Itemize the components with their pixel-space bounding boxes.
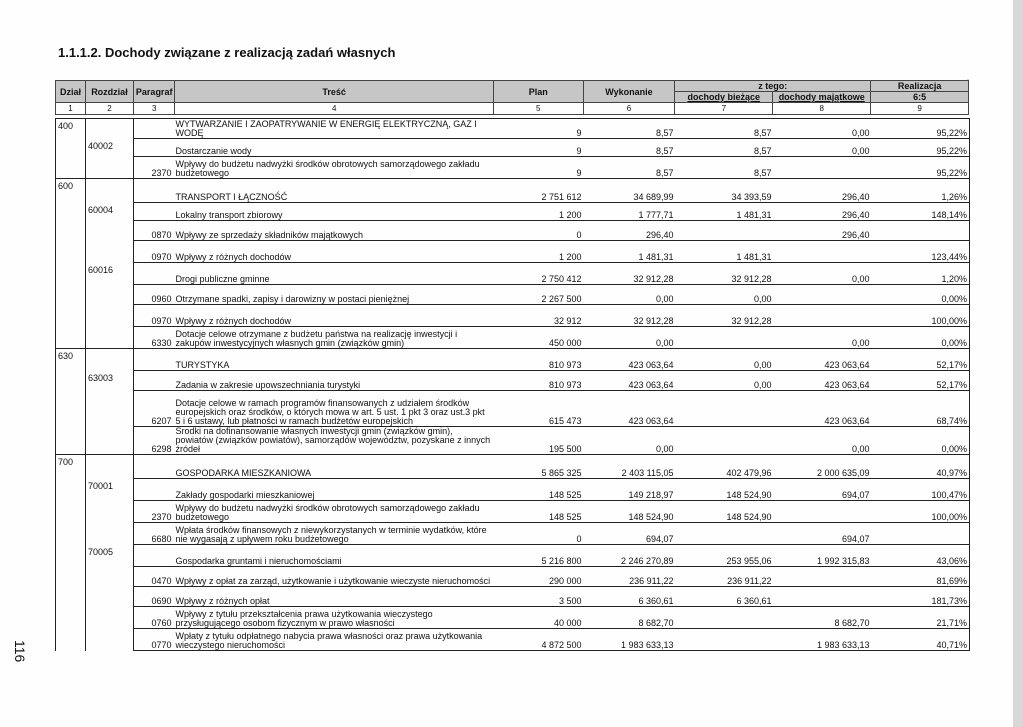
cell-rozdzial (86, 241, 134, 263)
cell-rozdzial (86, 221, 134, 241)
header-z-tego: z tego: (675, 81, 871, 92)
cell-wykonanie: 236 911,22 (584, 567, 676, 587)
cell-majatkowe: 1 992 315,83 (774, 545, 872, 567)
cell-plan: 2 750 412 (494, 263, 584, 285)
cell-realizacja: 148,14% (872, 203, 970, 221)
cell-plan: 450 000 (494, 327, 584, 349)
cell-realizacja: 95,22% (872, 139, 970, 157)
cell-realizacja: 123,44% (872, 241, 970, 263)
cell-paragraf (134, 119, 174, 139)
cell-tresc: TURYSTYKA (174, 349, 494, 371)
cell-dzial: 400 (56, 119, 86, 139)
cell-wykonanie: 1 983 633,13 (584, 629, 676, 651)
cell-plan: 32 912 (494, 305, 584, 327)
cell-paragraf: 0760 (134, 607, 174, 629)
cell-wykonanie: 32 912,28 (584, 305, 676, 327)
table-header (55, 80, 969, 115)
cell-realizacja: 43,06% (872, 545, 970, 567)
cell-rozdzial (86, 157, 134, 179)
cell-majatkowe (774, 567, 872, 587)
cell-dzial (56, 587, 86, 607)
cell-biezace: 8,57 (676, 157, 774, 179)
table-row (56, 263, 970, 285)
document-title: 1.1.1.2. Dochody związane z realizacją zadań własnych (58, 45, 396, 60)
cell-biezace: 8,57 (676, 139, 774, 157)
cell-rozdzial (86, 349, 134, 371)
cell-biezace: 148 524,90 (676, 479, 774, 501)
cell-realizacja (872, 221, 970, 241)
cell-wykonanie: 423 063,64 (584, 349, 676, 371)
cell-tresc: Dotacje celowe otrzymane z budżetu państwa na realizację inwestycji i zakupów inwestycyjnych własnych gmin (związków gmin) (174, 327, 494, 349)
cell-biezace: 6 360,61 (676, 587, 774, 607)
cell-tresc: Drogi publiczne gminne (174, 263, 494, 285)
cell-dzial (56, 285, 86, 305)
cell-tresc: Wpływy do budżetu nadwyżki środków obrotowych samorządowego zakładu budżetowego (174, 501, 494, 523)
cell-plan: 615 473 (494, 391, 584, 427)
cell-paragraf: 2370 (134, 157, 174, 179)
col-number: 3 (133, 103, 175, 115)
cell-majatkowe: 8 682,70 (774, 607, 872, 629)
cell-wykonanie: 0,00 (584, 427, 676, 455)
cell-realizacja: 81,69% (872, 567, 970, 587)
cell-tresc: Wpływy z różnych dochodów (174, 241, 494, 263)
cell-dzial (56, 607, 86, 629)
cell-wykonanie: 296,40 (584, 221, 676, 241)
header-rozdzial: Rozdział (85, 81, 133, 103)
col-number: 8 (773, 103, 871, 115)
cell-majatkowe: 0,00 (774, 139, 872, 157)
table-row (56, 119, 970, 139)
table-row (56, 221, 970, 241)
cell-realizacja: 0,00% (872, 427, 970, 455)
cell-rozdzial (86, 391, 134, 427)
cell-biezace (676, 523, 774, 545)
cell-plan: 9 (494, 157, 584, 179)
cell-wykonanie: 6 360,61 (584, 587, 676, 607)
header-dzial: Dział (56, 81, 86, 103)
cell-wykonanie: 423 063,64 (584, 391, 676, 427)
cell-plan: 810 973 (494, 349, 584, 371)
cell-biezace: 32 912,28 (676, 263, 774, 285)
cell-wykonanie: 2 246 270,89 (584, 545, 676, 567)
cell-dzial (56, 545, 86, 567)
cell-dzial (56, 523, 86, 545)
cell-rozdzial (86, 567, 134, 587)
cell-rozdzial (86, 179, 134, 203)
cell-realizacja (872, 523, 970, 545)
cell-wykonanie: 1 481,31 (584, 241, 676, 263)
header-tresc: Treść (175, 81, 493, 103)
cell-plan: 0 (494, 523, 584, 545)
table-row (56, 455, 970, 479)
cell-paragraf: 0470 (134, 567, 174, 587)
cell-plan: 4 872 500 (494, 629, 584, 651)
cell-tresc: Wpływy ze sprzedaży składników majątkowych (174, 221, 494, 241)
cell-realizacja: 21,71% (872, 607, 970, 629)
cell-wykonanie: 0,00 (584, 327, 676, 349)
cell-rozdzial (86, 587, 134, 607)
cell-realizacja: 0,00% (872, 285, 970, 305)
cell-tresc: Wpływy z tytułu przekształcenia prawa użytkowania wieczystego przysługującego osobom fizycznym w prawo własności (174, 607, 494, 629)
cell-dzial (56, 391, 86, 427)
cell-rozdzial (86, 305, 134, 327)
cell-biezace: 0,00 (676, 285, 774, 305)
table-row (56, 371, 970, 391)
table-row (56, 349, 970, 371)
cell-dzial (56, 327, 86, 349)
column-number-row (56, 103, 969, 115)
cell-dzial (56, 203, 86, 221)
table-row (56, 629, 970, 651)
cell-tresc: Lokalny transport zbiorowy (174, 203, 494, 221)
cell-paragraf (134, 203, 174, 221)
cell-paragraf: 6330 (134, 327, 174, 349)
cell-biezace: 402 479,96 (676, 455, 774, 479)
table-row (56, 607, 970, 629)
cell-wykonanie: 34 689,99 (584, 179, 676, 203)
cell-majatkowe (774, 157, 872, 179)
cell-paragraf (134, 455, 174, 479)
cell-paragraf: 0960 (134, 285, 174, 305)
cell-majatkowe: 694,07 (774, 523, 872, 545)
cell-tresc: Zadania w zakresie upowszechniania turystyki (174, 371, 494, 391)
cell-paragraf (134, 263, 174, 285)
cell-realizacja: 100,47% (872, 479, 970, 501)
cell-dzial (56, 371, 86, 391)
cell-biezace: 8,57 (676, 119, 774, 139)
cell-plan: 148 525 (494, 501, 584, 523)
col-number: 6 (583, 103, 675, 115)
cell-plan: 9 (494, 119, 584, 139)
cell-paragraf (134, 479, 174, 501)
cell-dzial (56, 629, 86, 651)
cell-paragraf: 0870 (134, 221, 174, 241)
cell-dzial (56, 139, 86, 157)
cell-biezace (676, 629, 774, 651)
cell-majatkowe: 296,40 (774, 203, 872, 221)
cell-majatkowe (774, 285, 872, 305)
cell-dzial (56, 479, 86, 501)
table-row (56, 241, 970, 263)
cell-biezace: 1 481,31 (676, 203, 774, 221)
cell-biezace (676, 427, 774, 455)
cell-dzial (56, 427, 86, 455)
cell-tresc: Dostarczanie wody (174, 139, 494, 157)
table-row (56, 285, 970, 305)
cell-wykonanie: 0,00 (584, 285, 676, 305)
cell-paragraf (134, 179, 174, 203)
cell-realizacja: 40,71% (872, 629, 970, 651)
col-number: 1 (56, 103, 86, 115)
cell-realizacja: 100,00% (872, 501, 970, 523)
cell-majatkowe: 0,00 (774, 427, 872, 455)
cell-plan: 2 751 612 (494, 179, 584, 203)
cell-majatkowe: 423 063,64 (774, 349, 872, 371)
table-row (56, 523, 970, 545)
cell-tresc: GOSPODARKA MIESZKANIOWA (174, 455, 494, 479)
page-number: 116 (12, 640, 28, 663)
cell-realizacja: 1,26% (872, 179, 970, 203)
cell-wykonanie: 8 682,70 (584, 607, 676, 629)
cell-paragraf: 0690 (134, 587, 174, 607)
revenue-table (55, 118, 970, 651)
cell-tresc: WYTWARZANIE I ZAOPATRYWANIE W ENERGIĘ ELEKTRYCZNĄ, GAZ I WODĘ (174, 119, 494, 139)
col-number: 5 (493, 103, 583, 115)
cell-dzial (56, 241, 86, 263)
cell-dzial (56, 157, 86, 179)
cell-realizacja: 0,00% (872, 327, 970, 349)
cell-plan: 3 500 (494, 587, 584, 607)
cell-rozdzial: 60016 (86, 263, 134, 285)
cell-realizacja: 40,97% (872, 455, 970, 479)
cell-wykonanie: 8,57 (584, 119, 676, 139)
cell-wykonanie: 423 063,64 (584, 371, 676, 391)
cell-rozdzial (86, 327, 134, 349)
cell-biezace: 1 481,31 (676, 241, 774, 263)
table-row (56, 567, 970, 587)
cell-dzial (56, 221, 86, 241)
cell-realizacja: 95,22% (872, 157, 970, 179)
table-row (56, 327, 970, 349)
cell-plan: 290 000 (494, 567, 584, 587)
cell-paragraf: 6298 (134, 427, 174, 455)
cell-biezace: 0,00 (676, 349, 774, 371)
header-paragraf: Paragraf (133, 81, 175, 103)
cell-biezace: 32 912,28 (676, 305, 774, 327)
cell-dzial (56, 567, 86, 587)
cell-paragraf: 6207 (134, 391, 174, 427)
cell-rozdzial (86, 427, 134, 455)
cell-wykonanie: 32 912,28 (584, 263, 676, 285)
col-number: 2 (85, 103, 133, 115)
table-row (56, 157, 970, 179)
cell-paragraf (134, 349, 174, 371)
cell-biezace: 236 911,22 (676, 567, 774, 587)
cell-tresc: Dotacje celowe w ramach programów finansowanych z udziałem środków europejskich oraz środków, o których mowa w art. 5 ust. 1 pkt 3 oraz ust.3 pkt 5 i 6 ustawy, lub płatności w ramach budżetów europejskich (174, 391, 494, 427)
cell-wykonanie: 8,57 (584, 139, 676, 157)
cell-realizacja: 52,17% (872, 371, 970, 391)
cell-plan: 1 200 (494, 241, 584, 263)
table-row (56, 587, 970, 607)
cell-biezace (676, 607, 774, 629)
cell-wykonanie: 2 403 115,05 (584, 455, 676, 479)
cell-biezace (676, 327, 774, 349)
table-row (56, 391, 970, 427)
cell-rozdzial: 70005 (86, 545, 134, 567)
cell-plan: 0 (494, 221, 584, 241)
cell-majatkowe: 423 063,64 (774, 391, 872, 427)
cell-plan: 810 973 (494, 371, 584, 391)
cell-majatkowe: 694,07 (774, 479, 872, 501)
cell-rozdzial (86, 501, 134, 523)
cell-realizacja: 95,22% (872, 119, 970, 139)
cell-tresc: Gospodarka gruntami i nieruchomościami (174, 545, 494, 567)
cell-dzial: 630 (56, 349, 86, 371)
cell-paragraf (134, 139, 174, 157)
cell-wykonanie: 148 524,90 (584, 501, 676, 523)
cell-paragraf (134, 545, 174, 567)
cell-biezace (676, 391, 774, 427)
col-number: 9 (871, 103, 969, 115)
cell-majatkowe (774, 587, 872, 607)
cell-dzial (56, 501, 86, 523)
cell-rozdzial: 40002 (86, 139, 134, 157)
cell-rozdzial: 63003 (86, 371, 134, 391)
cell-wykonanie: 8,57 (584, 157, 676, 179)
cell-paragraf: 0770 (134, 629, 174, 651)
table-row (56, 179, 970, 203)
cell-realizacja: 1,20% (872, 263, 970, 285)
cell-tresc: Wpływy do budżetu nadwyżki środków obrotowych samorządowego zakładu budżetowego (174, 157, 494, 179)
cell-tresc: Wpłata środków finansowych z niewykorzystanych w terminie wydatków, które nie wygasają z upływem roku budżetowego (174, 523, 494, 545)
table-row (56, 501, 970, 523)
cell-dzial: 700 (56, 455, 86, 479)
cell-plan: 40 000 (494, 607, 584, 629)
cell-dzial (56, 305, 86, 327)
cell-biezace: 34 393,59 (676, 179, 774, 203)
cell-rozdzial: 70001 (86, 479, 134, 501)
cell-majatkowe: 2 000 635,09 (774, 455, 872, 479)
cell-rozdzial (86, 455, 134, 479)
cell-tresc: Wpływy z różnych opłat (174, 587, 494, 607)
cell-rozdzial: 60004 (86, 203, 134, 221)
cell-majatkowe (774, 305, 872, 327)
cell-plan: 148 525 (494, 479, 584, 501)
cell-paragraf: 0970 (134, 241, 174, 263)
cell-plan: 5 216 800 (494, 545, 584, 567)
table-row (56, 305, 970, 327)
cell-majatkowe: 0,00 (774, 119, 872, 139)
cell-paragraf: 2370 (134, 501, 174, 523)
cell-majatkowe: 1 983 633,13 (774, 629, 872, 651)
cell-tresc: Wpływy z opłat za zarząd, użytkowanie i użytkowanie wieczyste nieruchomości (174, 567, 494, 587)
cell-majatkowe (774, 241, 872, 263)
table-row (56, 545, 970, 567)
cell-majatkowe: 296,40 (774, 179, 872, 203)
header-realizacja: Realizacja (871, 81, 969, 92)
cell-biezace: 148 524,90 (676, 501, 774, 523)
cell-majatkowe (774, 501, 872, 523)
col-number: 4 (175, 103, 493, 115)
cell-tresc: Zakłady gospodarki mieszkaniowej (174, 479, 494, 501)
table-row (56, 203, 970, 221)
cell-paragraf: 0970 (134, 305, 174, 327)
cell-majatkowe: 296,40 (774, 221, 872, 241)
cell-tresc: Wpływy z różnych dochodów (174, 305, 494, 327)
cell-rozdzial (86, 607, 134, 629)
cell-wykonanie: 694,07 (584, 523, 676, 545)
scan-edge (1013, 0, 1023, 727)
cell-dzial (56, 263, 86, 285)
cell-plan: 5 865 325 (494, 455, 584, 479)
header-majatkowe: dochody majątkowe (773, 92, 871, 103)
header-plan: Plan (493, 81, 583, 103)
cell-rozdzial (86, 119, 134, 139)
col-number: 7 (675, 103, 773, 115)
cell-realizacja: 68,74% (872, 391, 970, 427)
cell-majatkowe: 0,00 (774, 327, 872, 349)
cell-majatkowe: 423 063,64 (774, 371, 872, 391)
cell-tresc: TRANSPORT I ŁĄCZNOŚĆ (174, 179, 494, 203)
cell-dzial: 600 (56, 179, 86, 203)
table-row (56, 479, 970, 501)
cell-biezace: 253 955,06 (676, 545, 774, 567)
table-row (56, 139, 970, 157)
cell-tresc: Otrzymane spadki, zapisy i darowizny w postaci pieniężnej (174, 285, 494, 305)
cell-paragraf (134, 371, 174, 391)
cell-realizacja: 100,00% (872, 305, 970, 327)
cell-wykonanie: 149 218,97 (584, 479, 676, 501)
cell-paragraf: 6680 (134, 523, 174, 545)
cell-rozdzial (86, 523, 134, 545)
cell-biezace: 0,00 (676, 371, 774, 391)
header-ratio: 6:5 (871, 92, 969, 103)
cell-plan: 2 267 500 (494, 285, 584, 305)
cell-majatkowe: 0,00 (774, 263, 872, 285)
header-wykonanie: Wykonanie (583, 81, 675, 103)
cell-realizacja: 52,17% (872, 349, 970, 371)
cell-wykonanie: 1 777,71 (584, 203, 676, 221)
cell-plan: 195 500 (494, 427, 584, 455)
cell-tresc: Wpłaty z tytułu odpłatnego nabycia prawa własności oraz prawa użytkowania wieczystego nieruchomości (174, 629, 494, 651)
cell-biezace (676, 221, 774, 241)
cell-realizacja: 181,73% (872, 587, 970, 607)
cell-rozdzial (86, 285, 134, 305)
cell-rozdzial (86, 629, 134, 651)
cell-plan: 1 200 (494, 203, 584, 221)
header-biezace: dochody bieżące (675, 92, 773, 103)
table-row (56, 427, 970, 455)
cell-plan: 9 (494, 139, 584, 157)
cell-tresc: Środki na dofinansowanie własnych inwestycji gmin (związków gmin), powiatów (związków powiatów), samorządów województw, pozyskane z innych źródeł (174, 427, 494, 455)
